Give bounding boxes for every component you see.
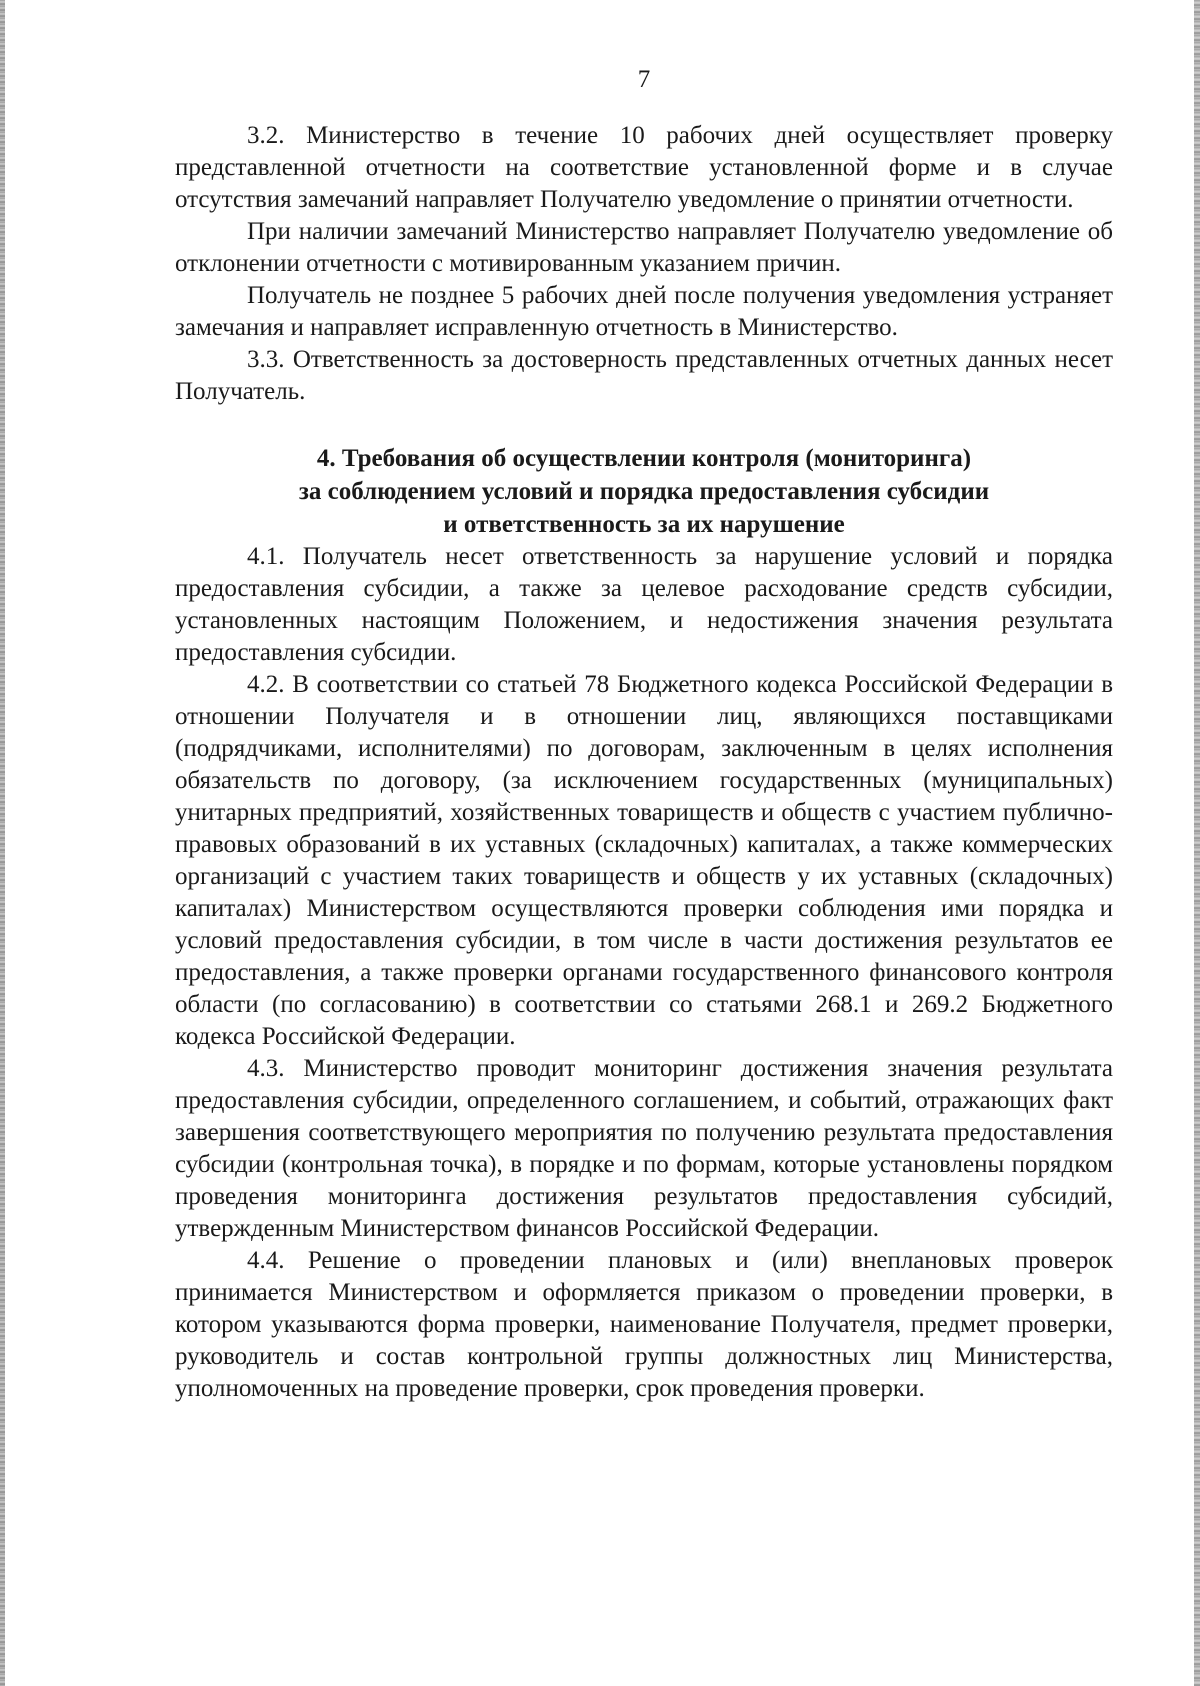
scan-edge-left (0, 0, 5, 1686)
paragraph-4-3: 4.3. Министерство проводит мониторинг достижения значения результата предоставления субсидии, определенного соглашением, и событий, отражающих факт завершения соответствующего мероприятия по получению результата предоставления субсидии (контрольная точка), в порядке и по формам, которые установлены порядком проведения мониторинга достижения результатов предоставления субсидий, утвержденным Министерством финансов Российской Федерации. (175, 1055, 1113, 1242)
paragraph-remarks: При наличии замечаний Министерство направляет Получателю уведомление об отклонении отчетности с мотивированным указанием причин. (175, 218, 1113, 277)
paragraph-3-3: 3.3. Ответственность за достоверность представленных отчетных данных несет Получатель. (175, 346, 1113, 405)
section-heading-line-1: 4. Требования об осуществлении контроля (мониторинга) (316, 445, 972, 472)
page-number: 7 (637, 66, 651, 93)
section-heading (175, 442, 1113, 541)
paragraph-4-4: 4.4. Решение о проведении плановых и (или) внеплановых проверок принимается Министерством и оформляется приказом о проведении проверки, в котором указываются форма проверки, наименование Получателя, предмет проверки, руководитель и состав контрольной группы должностных лиц Министерства, уполномоченных на проведение проверки, срок проведения проверки. (175, 1247, 1113, 1402)
paragraph-4-2: 4.2. В соответствии со статьей 78 Бюджетного кодекса Российской Федерации в отношении Получателя и в отношении лиц, являющихся поставщиками (подрядчиками, исполнителями) по договорам, заключенным в целях исполнения обязательств по договору, (за исключением государственных (муниципальных) унитарных предприятий, хозяйственных товариществ и обществ с участием публично-правовых образований в их уставных (складочных) капиталах, а также коммерческих организаций с участием таких товариществ и обществ у их уставных (складочных) капиталах) Министерством осуществляются проверки соблюдения ими порядка и условий предоставления субсидии, в том числе в части достижения результатов ее предоставления, а также проверки органами государственного финансового контроля области (по согласованию) в соответствии со статьями 268.1 и 269.2 Бюджетного кодекса Российской Федерации. (175, 671, 1113, 1050)
page-content (175, 64, 1113, 1405)
paragraph-correction: Получатель не позднее 5 рабочих дней после получения уведомления устраняет замечания и направляет исправленную отчетность в Министерство. (175, 282, 1113, 341)
paragraph-3-2: 3.2. Министерство в течение 10 рабочих дней осуществляет проверку представленной отчетности на соответствие установленной форме и в случае отсутствия замечаний направляет Получателю уведомление о принятии отчетности. (175, 122, 1113, 213)
section-heading-line-2: за соблюдением условий и порядка предоставления субсидии (298, 478, 990, 505)
paragraph-4-1: 4.1. Получатель несет ответственность за нарушение условий и порядка предоставления субсидии, а также за целевое расходование средств субсидии, установленных настоящим Положением, и недостижения значения результата предоставления субсидии. (175, 543, 1113, 666)
scan-edge-right (1194, 0, 1200, 1686)
section-heading-line-3: и ответственность за их нарушение (443, 511, 845, 538)
